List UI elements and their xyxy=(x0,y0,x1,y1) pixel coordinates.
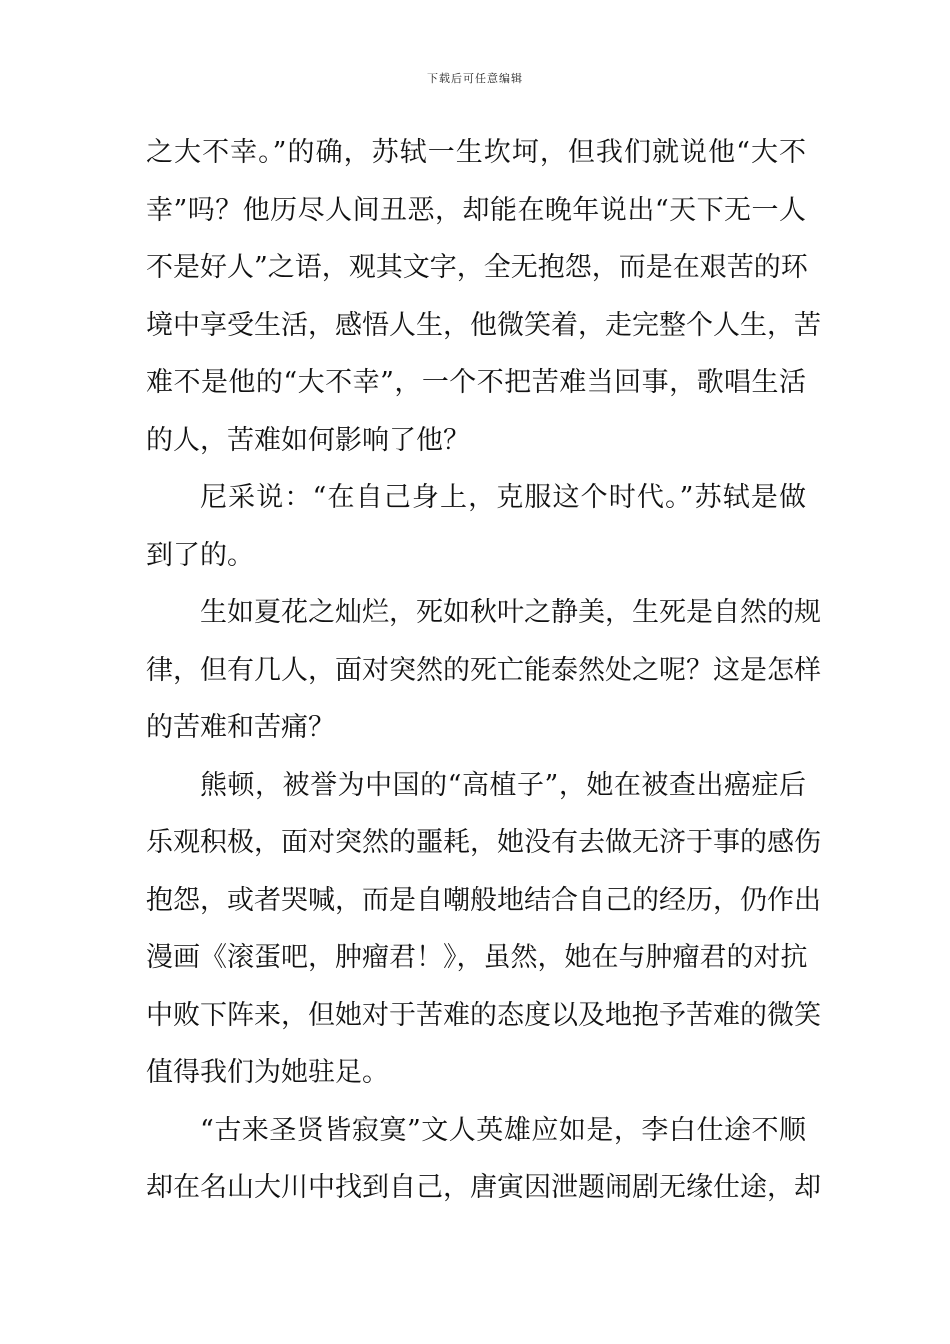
text-line: 难不是他的“大不幸”，一个不把苦难当回事，歌唱生活 xyxy=(146,367,806,398)
text-line: 抱怨，或者哭喊，而是自嘲般地结合自己的经历，仍作出 xyxy=(146,884,821,916)
paragraph xyxy=(146,124,821,469)
text-line: 却在名山大川中找到自己，唐寅因泄题闹剧无缘仕途，却 xyxy=(146,1172,821,1203)
text-line: 不是好人”之语，观其文字，全无抱怨，而是在艰苦的环 xyxy=(146,252,808,283)
text-line: “古来圣贤皆寂寞”文人英雄应如是，李白仕途不顺 xyxy=(200,1114,806,1146)
text-line: 的人，苦难如何影响了他？ xyxy=(146,424,470,456)
text-line: 境中享受生活，感悟人生，他微笑着，走完整个人生，苦 xyxy=(146,309,821,341)
text-line: 生如夏花之灿烂，死如秋叶之静美，生死是自然的规 xyxy=(200,597,821,628)
text-line: 之大不幸。”的确，苏轼一生坎坷，但我们就说他“大不 xyxy=(146,137,806,168)
paragraph xyxy=(146,469,806,584)
text-line: 值得我们为她驻足。 xyxy=(146,1057,389,1088)
text-line: 的苦难和苦痛？ xyxy=(146,712,335,743)
text-line: 中败下阵来，但她对于苦难的态度以及地抱予苦难的微笑 xyxy=(146,999,821,1031)
text-line: 熊顿，被誉为中国的“高植子”，她在被查出癌症后 xyxy=(200,769,806,801)
paragraph xyxy=(146,584,821,757)
text-line: 律，但有几人，面对突然的死亡能泰然处之呢？这是怎样 xyxy=(146,654,821,686)
document-body xyxy=(146,124,821,1217)
paragraph xyxy=(146,757,821,1102)
text-line: 乐观积极，面对突然的噩耗，她没有去做无济于事的感伤 xyxy=(146,827,821,858)
paragraph xyxy=(146,1102,821,1217)
text-line: 到了的。 xyxy=(146,539,254,571)
text-line: 漫画《滚蛋吧，肿瘤君！》，虽然，她在与肿瘤君的对抗 xyxy=(146,942,808,973)
page-header: 下载后可任意编辑 xyxy=(427,72,523,85)
text-line: 尼采说：“在自己身上，克服这个时代。”苏轼是做 xyxy=(200,482,806,513)
text-line: 幸”吗？他历尽人间丑恶，却能在晚年说出“天下无一人 xyxy=(146,194,806,226)
